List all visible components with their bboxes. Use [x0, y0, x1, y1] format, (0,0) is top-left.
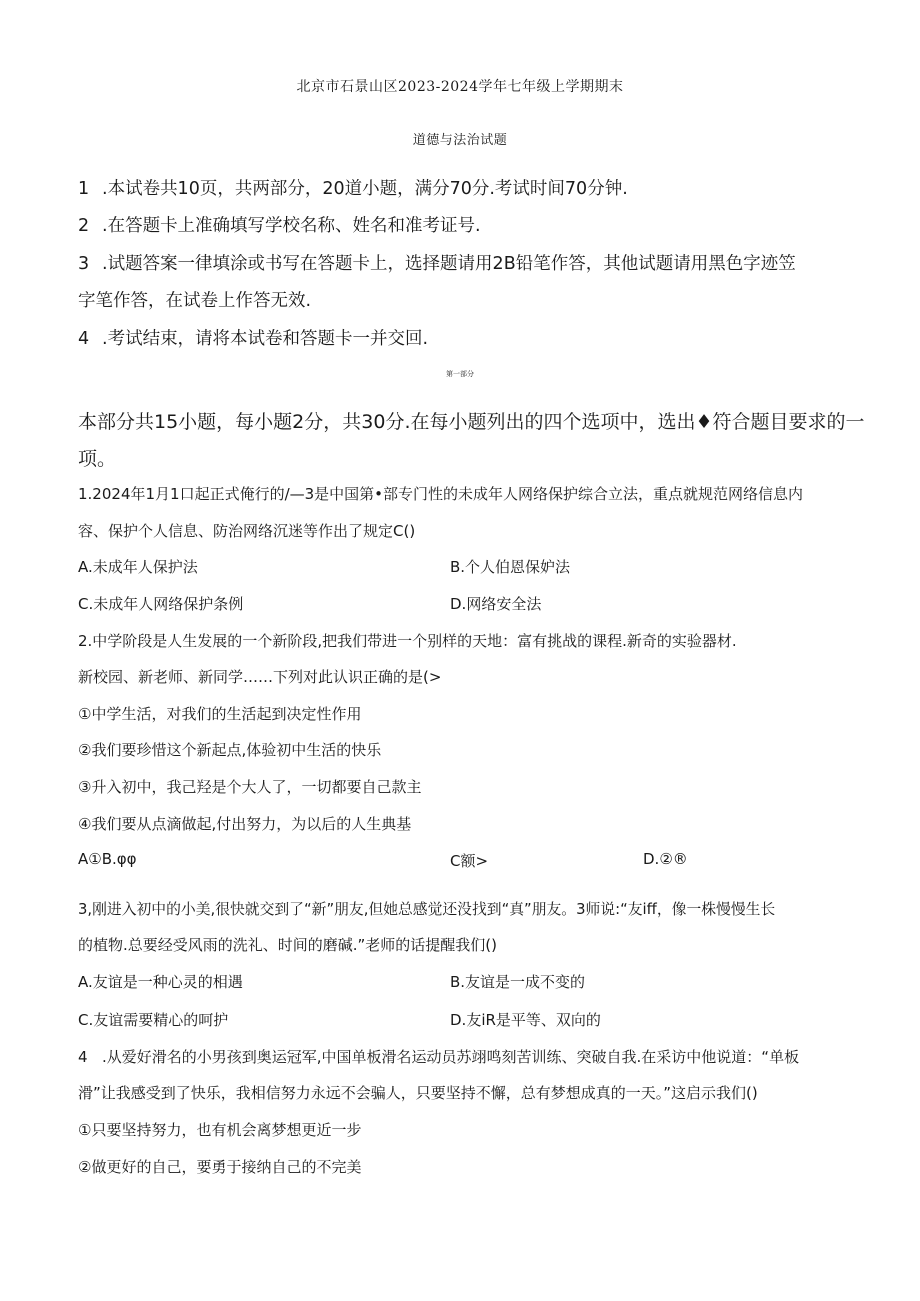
q2-option-d: D.②®: [643, 850, 688, 868]
instruction-number: 3: [78, 254, 90, 274]
q4-stem-text: .从爱好滑名的小男孩到奥运冠军,中国单板滑名运动员苏翊鸣刻苦训练、突破自我.在采访中他说道：“单板: [102, 1048, 800, 1066]
instruction-3-continued: [78, 287, 311, 312]
instruction-number: 1: [78, 179, 90, 199]
q1-stem-line2: 容、保护个人信息、防治网络沉迷等作出了规定C(): [78, 522, 416, 540]
q1-option-d: D.网络安全法: [450, 595, 542, 613]
q2-stem-line2: 新校园、新老师、新同学……下列对此认识正确的是(>: [78, 668, 442, 686]
q3-stem-line1: 3,刚进入初中的小美,很快就交到了“新”朋友,但她总感觉还没找到“真”朋友。3师说:“友iff，像一株慢慢生长: [78, 901, 776, 918]
q2-stem-line1: 2.中学阶段是人生发展的一个新阶段,把我们带进一个别样的天地：富有挑战的课程.新奇的实验器材.: [78, 632, 737, 650]
instruction-text: 字笔作答，在试卷上作答无效.: [78, 291, 312, 311]
instruction-2: [78, 212, 481, 237]
instruction-text: .试题答案一律填涂或书写在答题卡上，选择题请用2B铅笔作答，其他试题请用黑色字迹笠: [102, 254, 796, 274]
section-intro-line1: 本部分共15小题，每小题2分，共30分.在每小题列出的四个选项中，选出♦符合题目要求的一: [78, 411, 865, 433]
q4-stem-line1: [78, 1046, 799, 1067]
q3-option-c: C.友谊需要精心的呵护: [78, 1011, 229, 1029]
exam-title-line2: 道德与法治试题: [412, 133, 508, 148]
q1-option-c: C.未成年人网络保护条例: [78, 595, 244, 613]
q3-option-a: A.友谊是一种心灵的相遇: [78, 973, 243, 991]
q1-option-a: A.未成年人保护法: [78, 558, 198, 576]
instruction-3: [78, 250, 796, 275]
section-title: 第一部分: [446, 370, 474, 378]
instruction-text: .本试卷共10页，共两部分，20道小题，满分70分.考试时间70分钟.: [102, 179, 628, 199]
instruction-text: .考试结束，请将本试卷和答题卡一并交回.: [102, 329, 429, 349]
instruction-text: .在答题卡上准确填写学校名称、姓名和准考证号.: [102, 216, 481, 236]
instruction-number: 2: [78, 216, 90, 236]
q1-stem-line1: 1.2024年1月1口起正式俺行的/—3是中国第•部专门性的未成年人网络保护综合立法，重点就规范网络信息内: [78, 485, 804, 503]
q3-option-b: B.友谊是一成不变的: [450, 973, 586, 991]
q3-stem-line2: 的植物.总要经受风雨的洗礼、时间的磨碱.”老师的话提醒我们(): [78, 936, 498, 954]
q2-statement-4: ④我们要从点滴做起,付出努力，为以后的人生典基: [78, 815, 412, 833]
q2-statement-3: ③升入初中，我己羟是个大人了，一切都要自己款主: [78, 778, 422, 796]
q4-statement-1: ①只要坚持努力，也有机会离梦想更近一步: [78, 1121, 362, 1139]
exam-title-line1: 北京市石景山区2023-2024学年七年级上学期期末: [296, 79, 624, 95]
q4-stem-line2: 滑”让我感受到了快乐，我相信努力永远不会骗人，只要坚持不懈，总有梦想成真的一天。”这启示我们(): [78, 1084, 758, 1102]
q1-option-b: B.个人伯恩保妒法: [450, 558, 571, 576]
q4-number: 4: [78, 1048, 88, 1066]
q2-option-a: A①B.φφ: [78, 850, 137, 868]
q4-statement-2: ②做更好的自己，要勇于接纳自己的不完美: [78, 1158, 362, 1176]
q2-option-c: C额>: [450, 852, 489, 870]
section-intro-line2: 项。: [78, 448, 117, 470]
q2-statement-1: ①中学生活，对我们的生活起到决定性作用: [78, 705, 362, 723]
instruction-number: 4: [78, 329, 90, 349]
instruction-1: [78, 175, 628, 200]
q2-statement-2: ②我们要珍惜这个新起点,体验初中生活的快乐: [78, 741, 382, 759]
q3-option-d: D.友iR是平等、双向的: [450, 1011, 601, 1029]
instruction-4: [78, 325, 428, 350]
